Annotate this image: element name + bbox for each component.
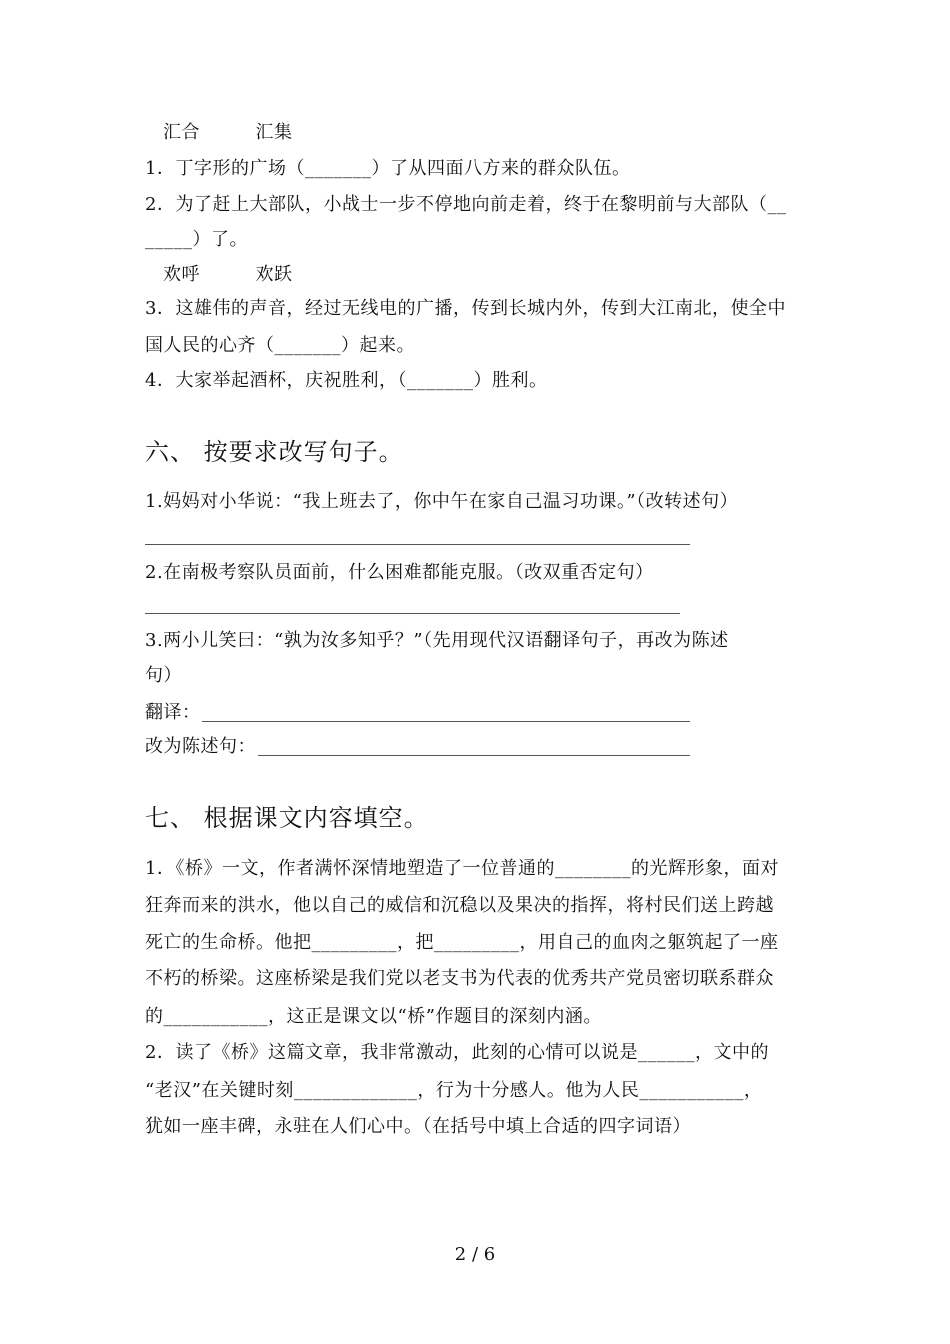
question-5-3-line-1: 3．这雄伟的声音，经过无线电的广播，传到长城内外，传到大江南北，使全中 bbox=[145, 298, 786, 319]
question-6-3-line-2: 句） bbox=[145, 665, 182, 686]
question-5-4: 4．大家举起酒杯，庆祝胜利，（_______）胜利。 bbox=[145, 370, 548, 391]
word-pair-1: 汇合 汇集 bbox=[163, 122, 293, 143]
passage-7-line-6: 2．读了《桥》这篇文章，我非常激动，此刻的心情可以说是______，文中的 bbox=[145, 1042, 769, 1063]
question-6-3-line-1: 3.两小儿笑曰：“孰为汝多知乎？”（先用现代汉语翻译句子，再改为陈述 bbox=[145, 630, 729, 651]
passage-7-line-1: 1．《桥》一文，作者满怀深情地塑造了一位普通的________的光辉形象，面对 bbox=[145, 858, 779, 879]
passage-7-line-5: 的___________，这正是课文以“桥”作题目的深刻内涵。 bbox=[145, 1006, 602, 1027]
question-5-2-line-2: _____）了。 bbox=[145, 229, 248, 250]
question-5-2-line-1: 2．为了赶上大部队，小战士一步不停地向前走着，终于在黎明前与大部队（__ bbox=[145, 194, 787, 215]
passage-7-line-2: 狂奔而来的洪水，他以自己的威信和沉稳以及果决的指挥，将村民们送上跨越 bbox=[145, 895, 774, 916]
passage-7-line-8: 犹如一座丰碑，永驻在人们心中。（在括号中填上合适的四字词语） bbox=[145, 1116, 691, 1137]
section-6-heading: 六、 按要求改写句子。 bbox=[145, 438, 404, 466]
question-6-2: 2.在南极考察队员面前，什么困难都能克服。（改双重否定句） bbox=[145, 562, 654, 583]
page-number: 2 / 6 bbox=[454, 1244, 496, 1265]
question-5-1: 1．丁字形的广场（_______）了从四面八方来的群众队伍。 bbox=[145, 158, 631, 179]
passage-7-line-7: “老汉”在关键时刻_____________，行为十分感人。他为人民___________， bbox=[145, 1080, 763, 1101]
passage-7-line-3: 死亡的生命桥。他把_________，把_________，用自己的血肉之躯筑起了一座 bbox=[145, 932, 779, 953]
answer-line-6-2 bbox=[145, 613, 680, 614]
translation-label: 翻译： bbox=[145, 702, 201, 723]
statement-answer-line bbox=[258, 755, 690, 756]
statement-label: 改为陈述句： bbox=[145, 736, 256, 757]
question-5-3-line-2: 国人民的心齐（_______）起来。 bbox=[145, 335, 415, 356]
answer-line-6-1 bbox=[145, 544, 690, 545]
translation-answer-line bbox=[202, 721, 690, 722]
question-6-1: 1.妈妈对小华说：“我上班去了，你中午在家自己温习功课。”（改转述句） bbox=[145, 491, 739, 512]
passage-7-line-4: 不朽的桥梁。这座桥梁是我们党以老支书为代表的优秀共产党员密切联系群众 bbox=[145, 968, 774, 989]
section-7-heading: 七、 根据课文内容填空。 bbox=[145, 804, 429, 832]
word-pair-2: 欢呼 欢跃 bbox=[163, 264, 293, 285]
